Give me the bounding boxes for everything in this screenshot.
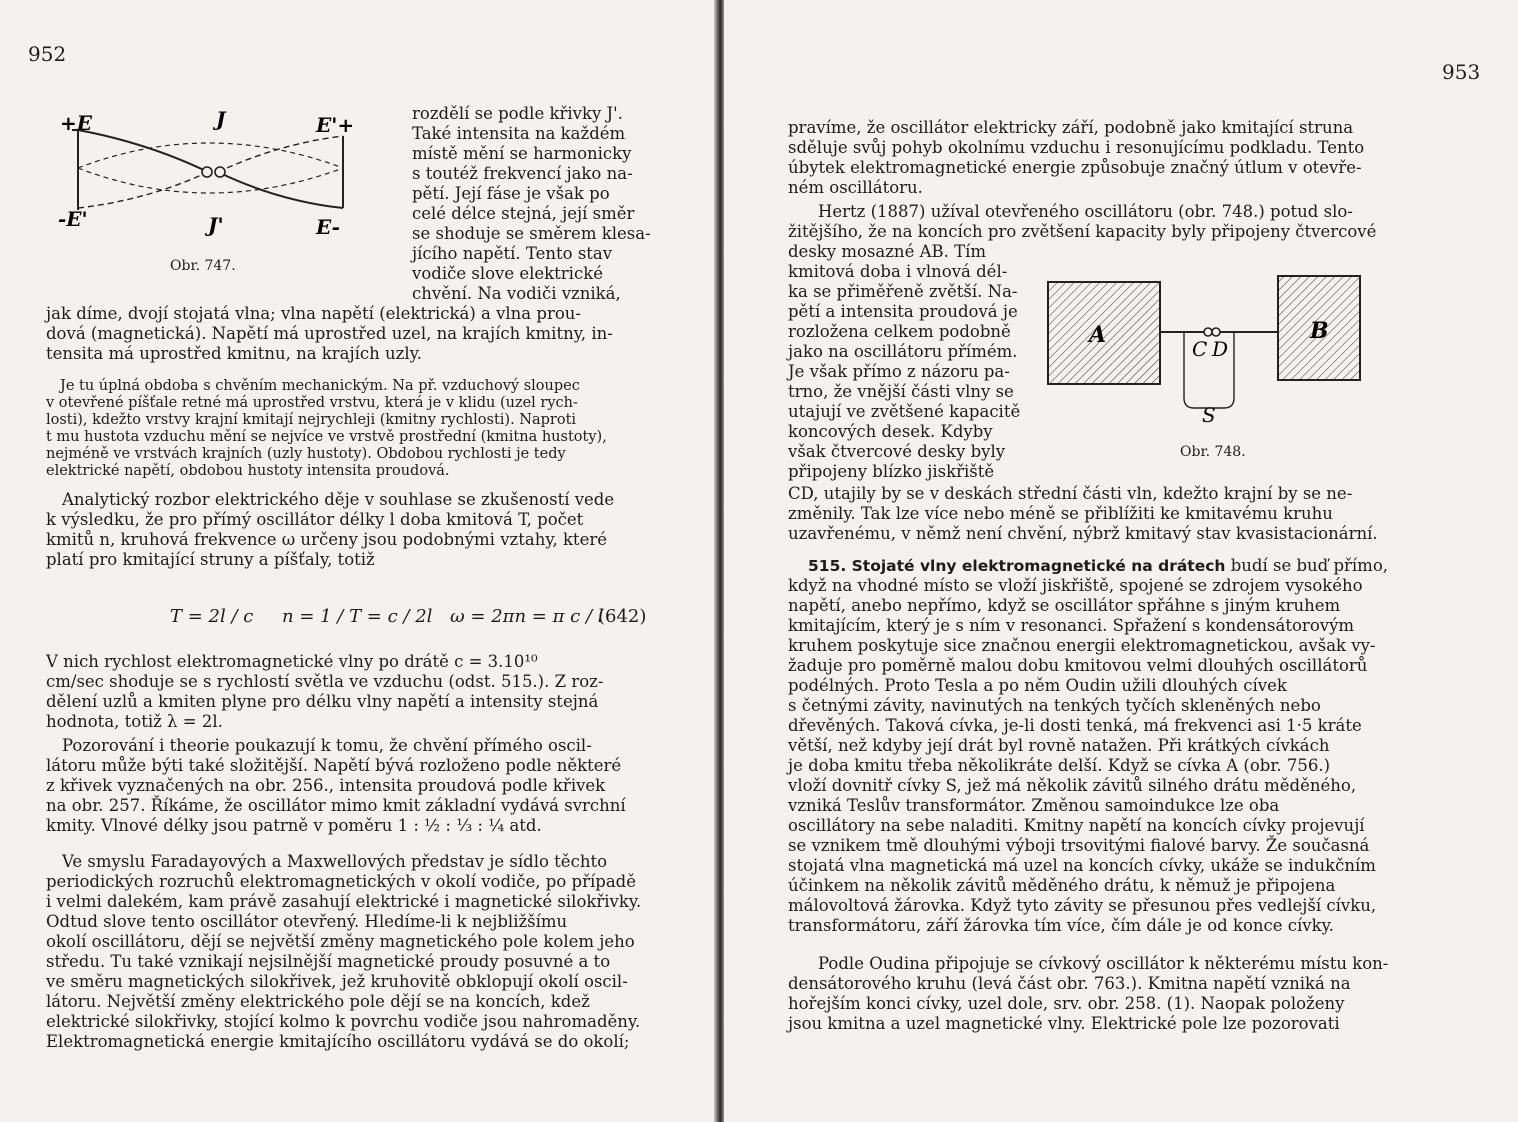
- text-line: je doba kmitu třeba několikráte delší. Když se cívka A (obr. 756.): [788, 756, 1331, 775]
- text-line: sděluje svůj pohyb okolnímu vzduchu i resonujícímu podkladu. Tento: [788, 138, 1365, 157]
- label-minus-e-prime: -E': [58, 207, 88, 231]
- text-line: Odtud slove tento oscillátor otevřený. Hledíme-li k nejbližšímu: [46, 912, 568, 931]
- text-line: kmitajícím, který je s ním v resonanci. Spřažení s kondensátorovým: [788, 616, 1355, 635]
- text-line: Pozorování i theorie poukazují k tomu, že chvění přímého oscil-: [62, 736, 592, 755]
- text-line: desky mosazné AB. Tím: [788, 242, 987, 261]
- equation-period: T = 2l / c: [170, 606, 254, 627]
- figure-748: [1044, 270, 1374, 440]
- text-line: periodických rozruchů elektromagnetických v okolí vodiče, po případě: [46, 872, 636, 891]
- text-line: dřevěných. Taková cívka, je-li dosti tenká, má frekvenci asi 1·5 kráte: [788, 716, 1362, 735]
- text-line: připojeny blízko jiskřiště: [788, 462, 995, 481]
- text-line: žaduje pro poměrně malou dobu kmitovou velmi dlouhých oscillátorů: [788, 656, 1368, 675]
- text-line: jak díme, dvojí stojatá vlna; vlna napětí (elektrická) a vlna prou-: [46, 304, 581, 323]
- text-line: když na vhodné místo se vloží jiskřiště, spojené se zdrojem vysokého: [788, 576, 1363, 595]
- label-e-minus: E-: [316, 215, 340, 238]
- right-page: [724, 0, 1518, 1122]
- text-line: napětí, anebo nepřímo, když se oscillátor spřáhne s jiným kruhem: [788, 596, 1341, 615]
- text-line: se vznikem tmě dlouhými výboji trsovitými fialové barvy. Že současná: [788, 836, 1370, 855]
- text-line: kmitová doba i vlnová dél-: [788, 262, 1008, 281]
- text-line: vloží dovnitř cívky S, jež má několik závitů silného drátu měděného,: [788, 776, 1357, 795]
- label-plus-e: +E: [60, 111, 93, 135]
- text-line: tensita má uprostřed kmitnu, na krajích uzly.: [46, 344, 422, 363]
- text-line: CD, utajily by se v deskách střední části vln, kdežto krajní by se ne-: [788, 484, 1353, 503]
- text-line: trno, že vnější části vlny se: [788, 382, 1014, 401]
- label-j-prime: J': [208, 213, 224, 237]
- text-line: změnily. Tak lze více nebo méně se přiblížiti ke kmitavému kruhu: [788, 504, 1333, 523]
- text-line: ve směru magnetických silokřivek, jež kruhovitě obklopují okolí oscil-: [46, 972, 628, 991]
- text-line: jsou kmitna a uzel magnetické vlny. Elektrické pole lze pozorovati: [788, 1014, 1340, 1033]
- figure-caption: Obr. 748.: [1180, 444, 1246, 460]
- text-line: okolí oscillátoru, dějí se největší změny magnetického pole kolem jeho: [46, 932, 635, 951]
- equation-angular: ω = 2πn = π c / l: [450, 606, 604, 627]
- text-line: s toutéž frekvencí jako na-: [412, 164, 633, 183]
- text-line: rozdělí se podle křivky J'.: [412, 104, 623, 123]
- text-line: elektrické napětí, obdobou hustoty intensita proudová.: [46, 463, 450, 479]
- text-line: t mu hustota vzduchu mění se nejvíce ve vrstvě prostřední (kmitna hustoty),: [46, 429, 607, 445]
- text-line: nejméně ve vrstvách krajních (uzly hustoty). Obdobou rychlosti je tedy: [46, 446, 566, 462]
- text-line: větší, než kdyby její drát byl rovně natažen. Při krátkých cívkách: [788, 736, 1330, 755]
- text-line: v otevřené píšťale retné má uprostřed vrstvu, která je v klidu (uzel rych-: [46, 395, 578, 411]
- text-line: látoru může býti také složitější. Napětí bývá rozloženo podle některé: [46, 756, 622, 775]
- figure-caption: Obr. 747.: [170, 258, 236, 274]
- left-page: [0, 0, 716, 1122]
- figure-747: [58, 108, 358, 238]
- text-line: pravíme, že oscillátor elektricky září, podobně jako kmitající struna: [788, 118, 1354, 137]
- text-line: vzniká Teslův transformátor. Změnou samoindukce lze oba: [788, 796, 1280, 815]
- text-line: stojatá vlna magnetická má uzel na koncích cívky, ukáže se indukčním: [788, 856, 1376, 875]
- text-line: středu. Tu také vznikají nejsilnější magnetické proudy posuvné a to: [46, 952, 611, 971]
- label-e-prime-plus: E'+: [316, 113, 355, 137]
- text-line: hořejším konci cívky, uzel dole, srv. obr. 258. (1). Naopak položeny: [788, 994, 1345, 1013]
- text-line: však čtvercové desky byly: [788, 442, 1006, 461]
- text-line: Elektromagnetická energie kmitajícího oscillátoru vydává se do okolí;: [46, 1032, 630, 1051]
- equation-frequency: n = 1 / T = c / 2l: [282, 606, 433, 627]
- text-line: Podle Oudina připojuje se cívkový oscillátor k některému místu kon-: [818, 954, 1389, 973]
- label-b: B: [1310, 318, 1329, 344]
- text-line: platí pro kmitající struny a píšťaly, totiž: [46, 550, 375, 569]
- page-number: 953: [1442, 60, 1481, 84]
- label-s: S: [1202, 403, 1216, 427]
- label-a: A: [1089, 322, 1107, 348]
- text-line: kmitů n, kruhová frekvence ω určeny jsou podobnými vztahy, které: [46, 530, 607, 549]
- text-line: dová (magnetická). Napětí má uprostřed uzel, na krajích kmitny, in-: [46, 324, 613, 343]
- text-line: budí se buď přímo,: [1225, 556, 1388, 575]
- label-j: J: [216, 108, 226, 131]
- text-line: i velmi dalekém, kam právě zasahují elektrické i magnetické silokřivky.: [46, 892, 642, 911]
- text-line: uzavřenému, v němž není chvění, nýbrž kmitavý stav kvasistacionární.: [788, 524, 1378, 543]
- label-d: D: [1212, 337, 1229, 361]
- text-line: na obr. 257. Říkáme, že oscillátor mimo kmit základní vydává svrchní: [46, 796, 626, 815]
- text-line: V nich rychlost elektromagnetické vlny po drátě c = 3.10¹⁰: [46, 652, 538, 671]
- text-line: k výsledku, že pro přímý oscillátor délky l doba kmitová T, počet: [46, 510, 584, 529]
- text-line: rozložena celkem podobně: [788, 322, 1011, 341]
- section-heading: 515. Stojaté vlny elektromagnetické na drátech: [808, 557, 1226, 575]
- text-line: utajují ve zvětšené kapacitě: [788, 402, 1021, 421]
- text-line: chvění. Na vodiči vzniká,: [412, 284, 621, 303]
- page-number: 952: [28, 42, 67, 66]
- text-line: pětí. Její fáse je však po: [412, 184, 610, 203]
- text-line: jako na oscillátoru přímém.: [788, 342, 1018, 361]
- text-line: ka se přiměřeně zvětší. Na-: [788, 282, 1018, 301]
- text-line: kmity. Vlnové délky jsou patrně v poměru 1 : ½ : ⅓ : ¼ atd.: [46, 816, 542, 835]
- text-line: málovoltová žárovka. Když tyto závity se přesunou přes vedlejší cívku,: [788, 896, 1377, 915]
- text-line: účinkem na několik závitů měděného drátu, k němuž je připojena: [788, 876, 1336, 895]
- text-line: podélných. Proto Tesla a po něm Oudin užili dlouhých cívek: [788, 676, 1287, 695]
- text-line: pětí a intensita proudová je: [788, 302, 1018, 321]
- text-line: se shoduje se směrem klesa-: [412, 224, 651, 243]
- text-line: vodiče slove elektrické: [412, 264, 603, 283]
- text-line: Je však přímo z názoru pa-: [788, 362, 1010, 381]
- text-line: Také intensita na každém: [412, 124, 626, 143]
- text-line: jícího napětí. Tento stav: [412, 244, 613, 263]
- text-line: oscillátory na sebe naladiti. Kmitny napětí na koncích cívky projevují: [788, 816, 1365, 835]
- text-line: Ve smyslu Faradayových a Maxwellových představ je sídlo těchto: [62, 852, 608, 871]
- text-line: dělení uzlů a kmiten plyne pro délku vlny napětí a intensity stejná: [46, 692, 599, 711]
- text-line: elektrické silokřivky, stojící kolmo k povrchu vodiče jsou nahromaděny.: [46, 1012, 641, 1031]
- text-line: z křivek vyznačených na obr. 256., intensita proudová podle křivek: [46, 776, 606, 795]
- text-line: hodnota, totiž λ = 2l.: [46, 712, 223, 731]
- text-line: celé délce stejná, její směr: [412, 204, 635, 223]
- equation-number: (642): [598, 606, 647, 627]
- text-line: cm/sec shoduje se s rychlostí světla ve vzduchu (odst. 515.). Z roz-: [46, 672, 604, 691]
- text-line: transformátoru, září žárovka tím více, čím dále je od konce cívky.: [788, 916, 1334, 935]
- text-line: kruhem poskytuje sice značnou energii elektromagnetickou, avšak vy-: [788, 636, 1376, 655]
- text-line: densátorového kruhu (levá část obr. 763.). Kmitna napětí vzniká na: [788, 974, 1351, 993]
- text-line: úbytek elektromagnetické energie způsobuje značný útlum v otevře-: [788, 158, 1362, 177]
- text-line: Hertz (1887) užíval otevřeného oscillátoru (obr. 748.) potud slo-: [818, 202, 1353, 221]
- text-line: látoru. Největší změny elektrického pole dějí se na koncích, kdež: [46, 992, 590, 1011]
- text-line: žitějšího, že na koncích pro zvětšení kapacity byly připojeny čtvercové: [788, 222, 1377, 241]
- text-line: s četnými závity, navinutých na tenkých tyčích skleněných nebo: [788, 696, 1321, 715]
- text-line: místě mění se harmonicky: [412, 144, 632, 163]
- text-line: koncových desek. Kdyby: [788, 422, 993, 441]
- text-line: Analytický rozbor elektrického děje v souhlase se zkušeností vede: [62, 490, 615, 509]
- text-line: Je tu úplná obdoba s chvěním mechanickým. Na př. vzduchový sloupec: [60, 378, 580, 394]
- text-line: losti), kdežto vrstvy krajní kmitají nejrychleji (kmitny rychlosti). Naproti: [46, 412, 577, 428]
- text-line: ném oscillátoru.: [788, 178, 923, 197]
- label-c: C: [1192, 337, 1208, 361]
